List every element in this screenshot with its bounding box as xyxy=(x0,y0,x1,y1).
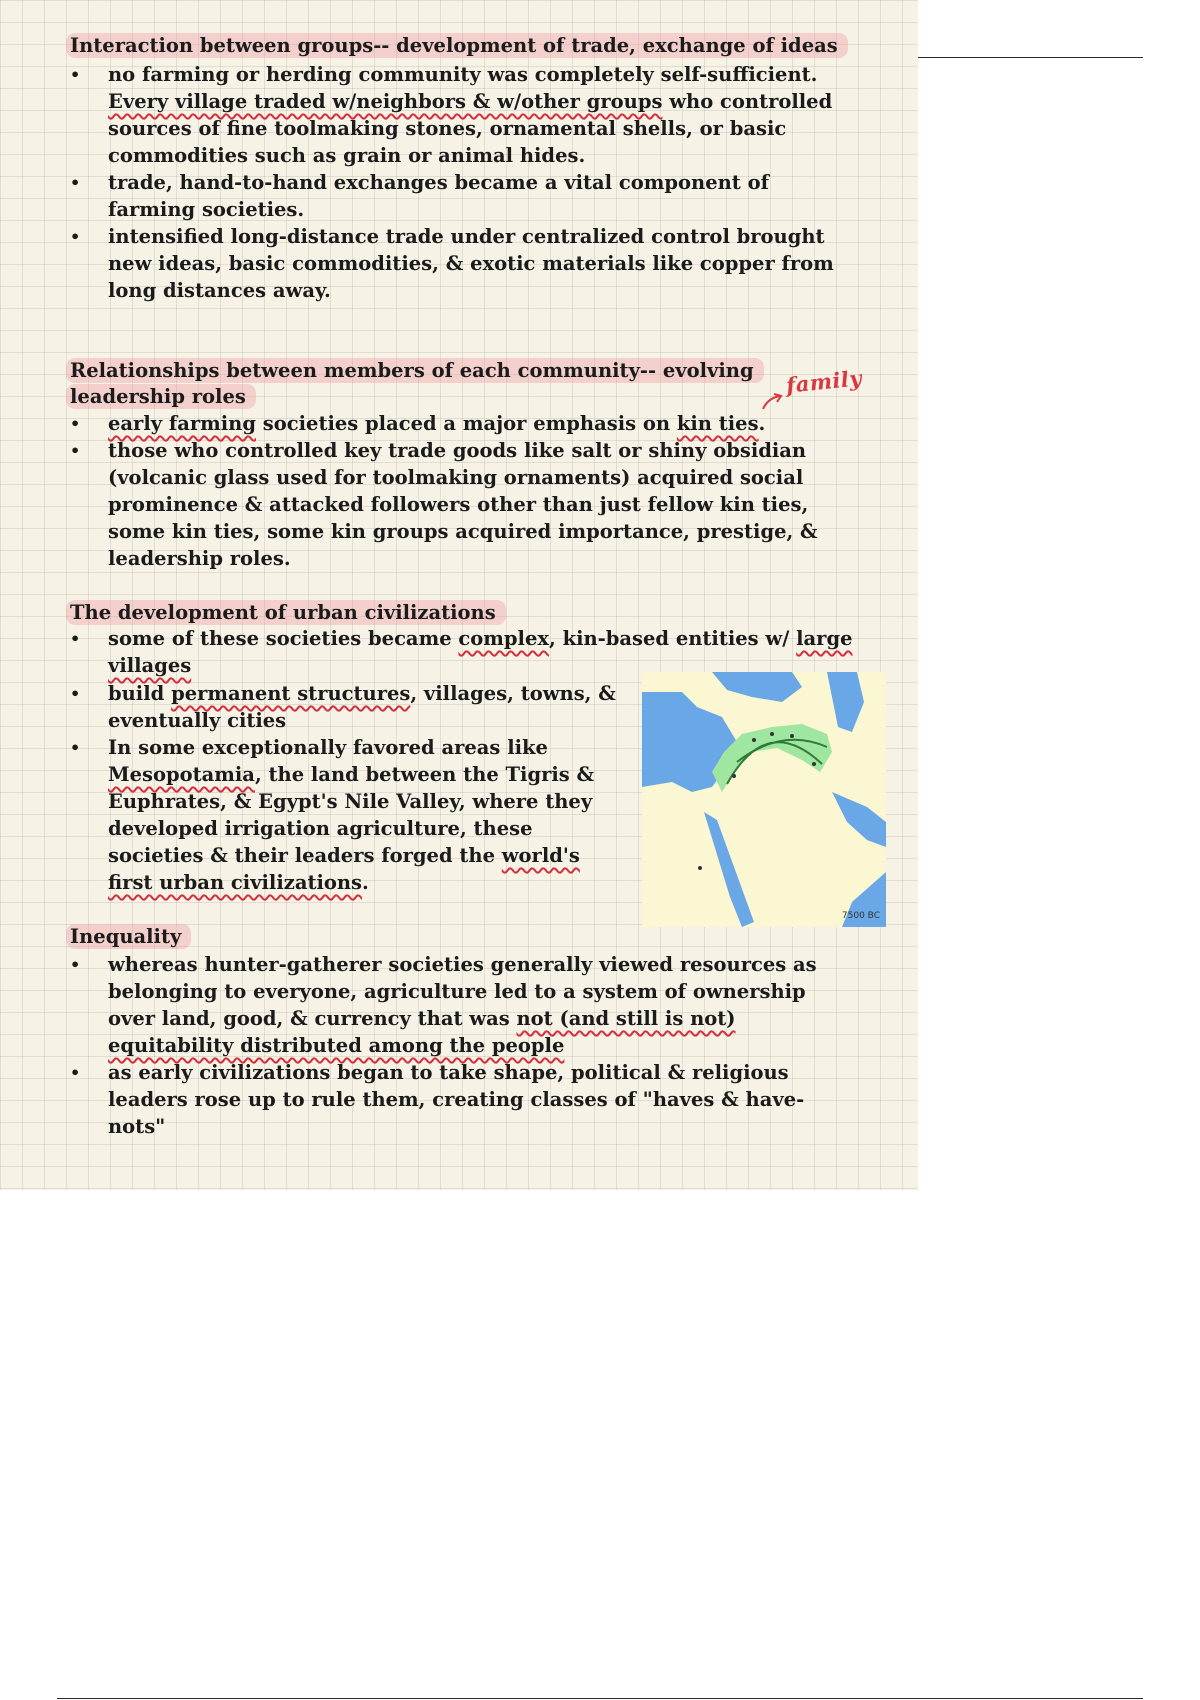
list-item xyxy=(66,437,856,572)
map-caption: 7500 BC xyxy=(841,911,880,921)
section-heading-leadership: Relationships between members of each community-- evolving leadership roles xyxy=(66,358,766,410)
text-run: , kin-based entities w/ xyxy=(549,627,797,650)
text-run: In some exceptionally favored areas like xyxy=(108,736,548,759)
text-run: whereas hunter-gatherer societies generally viewed resources as belonging to everyone, agriculture led to a system of ownership over land, good, & currency that was xyxy=(108,953,817,1030)
underlined-text: world's first urban civilizations xyxy=(108,844,580,894)
annotation-arrow-icon xyxy=(760,392,786,412)
section-heading-trade: Interaction between groups-- development of trade, exchange of ideas xyxy=(66,33,866,59)
list-item xyxy=(66,410,856,437)
list-item xyxy=(66,169,856,223)
text-run: societies placed a major emphasis on xyxy=(256,412,677,435)
list-item xyxy=(66,625,856,679)
text-run: those who controlled key trade goods like salt or shiny obsidian (volcanic glass used for toolmaking ornaments) acquired social prominence & attacked followers other than just fellow kin ties, some kin ties, some kin groups acquired importance, prestige, & leadership roles. xyxy=(108,439,818,570)
section-heading-inequality: Inequality xyxy=(66,924,366,950)
text-run: trade, hand-to-hand exchanges became a vital component of farming societies. xyxy=(108,171,769,221)
page-rule-bottom xyxy=(57,1698,1143,1699)
list-item xyxy=(66,223,856,304)
list-item xyxy=(66,734,626,896)
underlined-text: permanent structures xyxy=(171,682,411,705)
list-item xyxy=(66,1059,856,1140)
text-run: build xyxy=(108,682,172,705)
text-run: . xyxy=(362,871,369,894)
text-run: , the land between the Tigris & Euphrates, & Egypt's Nile Valley, where they developed irrigation agriculture, these societies & their leaders forged the xyxy=(108,763,595,867)
text-run: intensified long-distance trade under centralized control brought new ideas, basic commodities, & exotic materials like copper from long distances away. xyxy=(108,225,834,302)
map-drawing xyxy=(642,672,886,927)
underlined-text: not (and still is not) equitability distributed among the people xyxy=(108,1007,736,1057)
underlined-text: early farming xyxy=(108,412,256,435)
bullet-list-urban xyxy=(66,625,856,679)
bullet-list-inequality xyxy=(66,951,856,1140)
fertile-crescent-map xyxy=(642,672,886,927)
text-run: as early civilizations began to take shape, political & religious leaders rose up to rule them, creating classes of "haves & have-nots" xyxy=(108,1061,805,1138)
bullet-list-trade xyxy=(66,61,856,304)
list-item xyxy=(66,951,856,1059)
underlined-text: kin ties xyxy=(676,412,759,435)
page-rule-top xyxy=(918,57,1143,58)
text-run: . xyxy=(758,412,766,435)
underlined-text: complex xyxy=(458,627,549,650)
text-run: some of these societies became xyxy=(108,627,459,650)
underlined-text: large villages xyxy=(108,627,853,677)
section-heading-urban: The development of urban civilizations xyxy=(66,600,626,626)
bullet-list-leadership xyxy=(66,410,856,572)
text-run: no farming or herding community was completely self-sufficient. xyxy=(108,63,818,86)
bullet-list-urban-continued xyxy=(66,680,626,896)
handwritten-annotation: family xyxy=(784,365,864,398)
text-run: , villages, towns, & eventually cities xyxy=(108,682,616,732)
underlined-text: Mesopotamia xyxy=(108,763,255,786)
list-item xyxy=(66,61,856,169)
list-item xyxy=(66,680,626,734)
text-run: who controlled sources of fine toolmaking stones, ornamental shells, or basic commodities such as grain or animal hides. xyxy=(108,90,833,167)
underlined-text: Every village traded w/neighbors & w/other groups xyxy=(108,90,663,113)
